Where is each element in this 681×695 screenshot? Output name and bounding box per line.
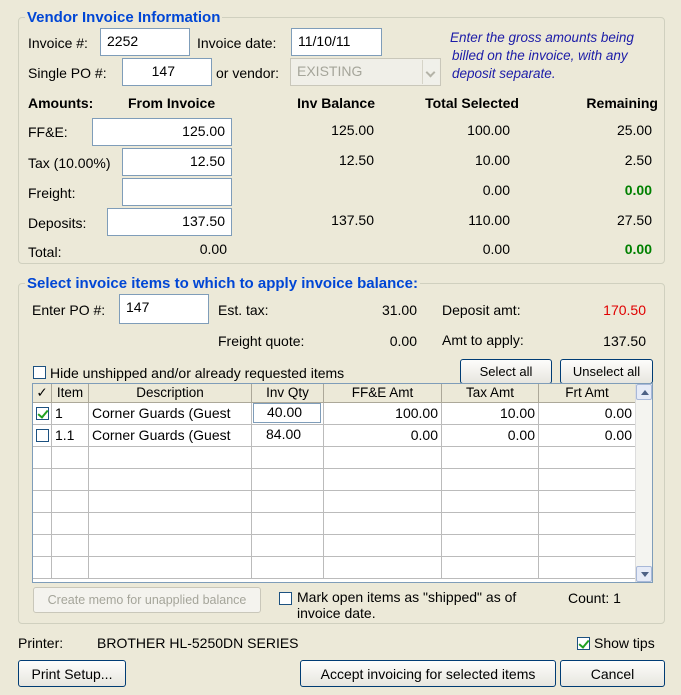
total-selected-header: Total Selected [425,95,519,111]
est-tax-value: 31.00 [381,302,417,318]
empty-cell [252,447,324,469]
empty-cell [539,447,636,469]
row-tax-amt: 10.00 [442,403,539,425]
empty-cell [539,513,636,535]
unselect-all-button[interactable]: Unselect all [560,359,653,384]
invoice-items-table [32,383,653,583]
empty-cell [324,469,442,491]
col-frt-amt-header[interactable]: Frt Amt [539,384,636,403]
row-item: 1.1 [52,425,89,447]
invoice-number-label: Invoice #: [28,35,88,51]
printer-label: Printer: [18,635,64,651]
empty-cell [442,491,539,513]
single-po-input[interactable]: 147 [122,58,212,86]
ffe-inv-balance: 125.00 [331,122,374,138]
empty-cell [89,535,252,557]
empty-cell [539,469,636,491]
print-setup-button[interactable]: Print Setup... [18,660,126,687]
empty-cell [52,513,89,535]
tax-from-invoice-input[interactable]: 12.50 [122,148,232,176]
empty-cell [33,557,52,579]
empty-cell [89,513,252,535]
chevron-down-icon [641,572,649,577]
table-row[interactable] [33,403,52,425]
invoice-number-input[interactable]: 2252 [100,28,190,56]
empty-cell [33,535,52,557]
row-description: Corner Guards (Guest [89,403,252,425]
row-description: Corner Guards (Guest [89,425,252,447]
row-inv-qty[interactable]: 84.00 [252,425,324,447]
col-item-header[interactable]: Item [52,384,89,403]
printer-name: BROTHER HL-5250DN SERIES [97,635,299,651]
empty-cell [33,447,52,469]
freight-from-invoice-input[interactable] [122,178,232,206]
empty-cell [52,491,89,513]
deposit-amt-value: 170.50 [603,302,646,318]
scroll-down-button[interactable] [636,566,652,582]
from-invoice-header: From Invoice [128,95,216,111]
row-item: 1 [52,403,89,425]
accept-invoicing-button[interactable]: Accept invoicing for selected items [300,660,556,687]
row-frt-amt: 0.00 [539,403,636,425]
empty-cell [89,557,252,579]
enter-po-label: Enter PO #: [32,302,106,318]
deposits-from-invoice-input[interactable]: 137.50 [107,208,232,236]
tax-label: Tax (10.00%) [28,155,111,171]
mark-shipped-checkbox[interactable] [279,592,292,605]
deposits-total-selected: 110.00 [468,212,510,228]
empty-cell [89,491,252,513]
empty-cell [52,469,89,491]
invoice-date-label: Invoice date: [197,35,277,51]
create-memo-button[interactable]: Create memo for unapplied balance [33,587,261,613]
empty-cell [442,557,539,579]
empty-cell [539,491,636,513]
chevron-down-icon [422,60,439,84]
col-ffe-amt-header[interactable]: FF&E Amt [324,384,442,403]
chevron-up-icon [641,390,649,395]
total-from-invoice: 0.00 [199,241,227,257]
deposits-inv-balance: 137.50 [331,212,374,228]
row-inv-qty[interactable] [252,403,324,425]
empty-cell [52,447,89,469]
freight-remaining: 0.00 [624,182,652,198]
empty-cell [539,557,636,579]
freight-label: Freight: [28,185,76,201]
scroll-up-button[interactable] [636,384,652,400]
empty-cell [324,491,442,513]
or-vendor-label: or vendor: [216,65,280,81]
inv-balance-header: Inv Balance [297,95,375,111]
select-all-button[interactable]: Select all [460,359,552,384]
row-ffe-amt: 0.00 [324,425,442,447]
row-checkbox[interactable] [36,407,49,420]
hide-unshipped-checkbox[interactable] [33,366,46,379]
amt-to-apply-label: Amt to apply: [442,332,524,348]
empty-cell [252,535,324,557]
deposit-amt-label: Deposit amt: [442,302,521,318]
inv-qty-input[interactable]: 40.00 [253,403,321,423]
empty-cell [252,469,324,491]
ffe-label: FF&E: [28,124,68,140]
remaining-header: Remaining [586,95,658,111]
col-tax-amt-header[interactable]: Tax Amt [442,384,539,403]
ffe-total-selected: 100.00 [467,122,510,138]
row-tax-amt: 0.00 [442,425,539,447]
est-tax-label: Est. tax: [218,302,269,318]
row-ffe-amt: 100.00 [324,403,442,425]
empty-cell [442,535,539,557]
tax-inv-balance: 12.50 [338,152,374,168]
invoice-items-title: Select invoice items to which to apply invoice balance: [27,275,418,292]
freight-quote-label: Freight quote: [218,333,305,349]
empty-cell [324,513,442,535]
vendor-select[interactable] [290,58,441,86]
col-check-header[interactable]: ✓ [33,384,52,403]
freight-total-selected: 0.00 [482,182,510,198]
deposits-remaining: 27.50 [616,212,652,228]
empty-cell [89,447,252,469]
empty-cell [52,557,89,579]
single-po-label: Single PO #: [28,65,107,81]
amounts-header: Amounts: [28,95,94,111]
row-frt-amt: 0.00 [539,425,636,447]
empty-cell [252,491,324,513]
empty-cell [442,447,539,469]
row-checkbox[interactable] [36,429,49,442]
amt-to-apply-value: 137.50 [603,333,646,349]
empty-cell [324,535,442,557]
deposits-label: Deposits: [28,215,87,231]
empty-cell [33,469,52,491]
hide-unshipped-label: Hide unshipped and/or already requested items [50,365,345,381]
vertical-scrollbar[interactable] [635,384,652,582]
empty-cell [442,469,539,491]
total-total-selected: 0.00 [482,241,510,257]
mark-shipped-label: Mark open items as "shipped" as of invoice date. [297,589,517,621]
empty-cell [442,513,539,535]
col-description-header[interactable]: Description [89,384,252,403]
empty-cell [324,557,442,579]
tax-total-selected: 10.00 [474,152,510,168]
empty-cell [252,513,324,535]
cancel-button[interactable]: Cancel [560,660,665,687]
empty-cell [252,557,324,579]
invoice-date-input[interactable]: 11/10/11 [291,28,382,56]
show-tips-label: Show tips [594,635,655,651]
empty-cell [33,513,52,535]
vendor-select-value: EXISTING [297,63,363,79]
table-row[interactable] [33,425,52,447]
ffe-remaining: 25.00 [616,122,652,138]
empty-cell [89,469,252,491]
empty-cell [324,447,442,469]
ffe-from-invoice-input[interactable]: 125.00 [92,118,232,146]
vendor-tip: Enter the gross amounts being billed on the invoice, with any deposit separate. [450,30,634,81]
total-label: Total: [28,244,62,260]
empty-cell [52,535,89,557]
count-label: Count: 1 [568,590,621,606]
col-inv-qty-header[interactable]: Inv Qty [252,384,324,403]
empty-cell [539,535,636,557]
freight-quote-value: 0.00 [389,333,417,349]
total-remaining: 0.00 [624,241,652,257]
show-tips-checkbox[interactable] [577,637,590,650]
vendor-invoice-title: Vendor Invoice Information [27,9,221,26]
tax-remaining: 2.50 [624,152,652,168]
enter-po-input[interactable]: 147 [119,294,209,324]
empty-cell [33,491,52,513]
